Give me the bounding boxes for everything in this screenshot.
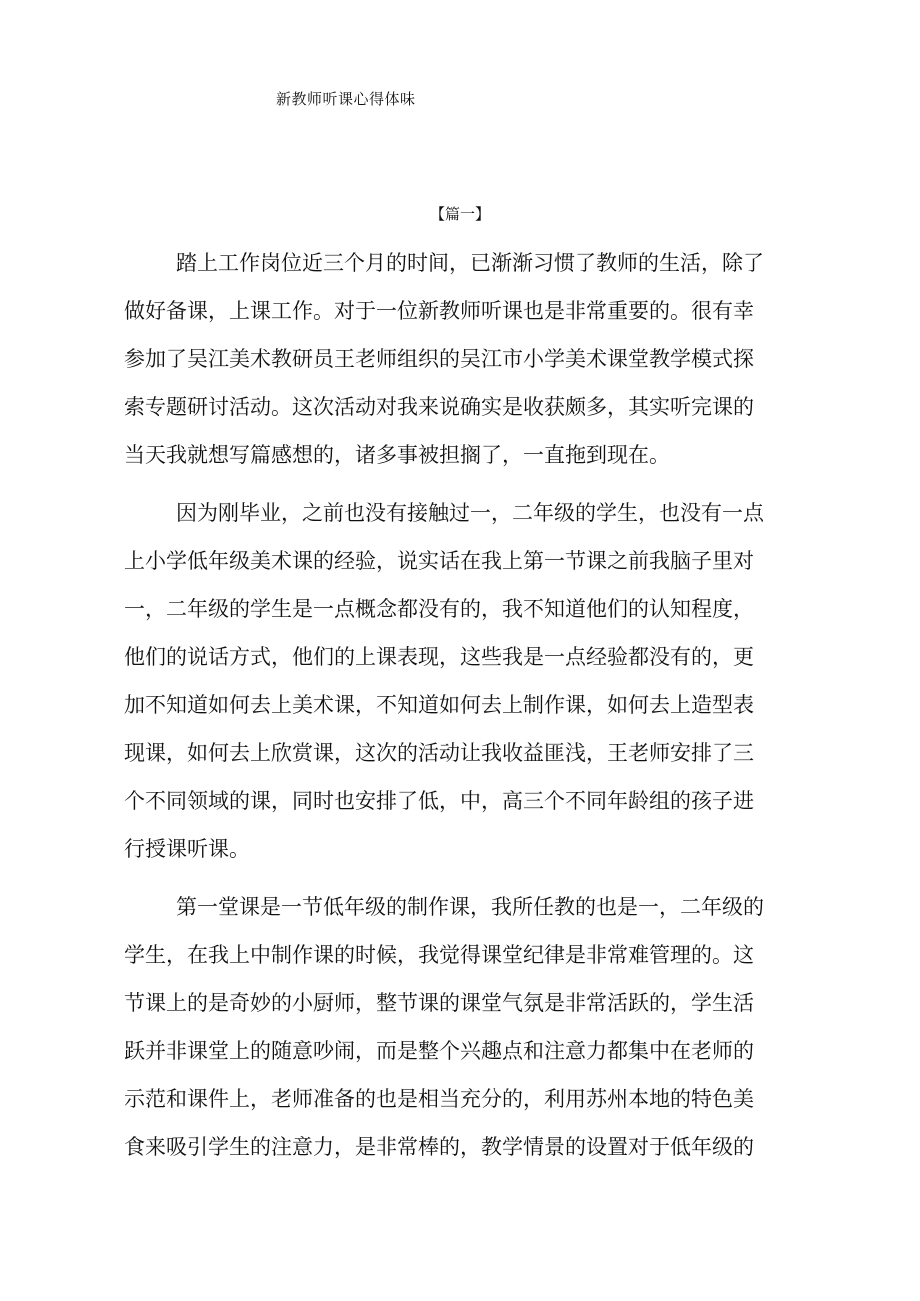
document-body [124, 239, 794, 1171]
section-label: 【篇一】 [429, 205, 490, 223]
paragraph-line: 食来吸引学生的注意力，是非常棒的，教学情景的设置对于低年级的 [124, 1135, 754, 1159]
paragraph-line: 示范和课件上，老师准备的也是相当充分的，利用苏州本地的特色美 [124, 1087, 754, 1111]
paragraph-line: 当天我就想写篇感想的，诸多事被担搁了，一直拖到现在。 [124, 443, 670, 467]
paragraph-line: 个不同领域的课，同时也安排了低，中，高三个不同年龄组的孩子进 [124, 789, 754, 813]
document-title: 新教师听课心得体味 [276, 90, 416, 108]
paragraph-line: 做好备课，上课工作。对于一位新教师听课也是非常重要的。很有幸 [124, 299, 754, 323]
paragraph-line: 上小学低年级美术课的经验，说实话在我上第一节课之前我脑子里对 [124, 549, 754, 573]
paragraph-line: 学生，在我上中制作课的时候，我觉得课堂纪律是非常难管理的。这 [124, 943, 754, 967]
paragraph-line: 节课上的是奇妙的小厨师，整节课的课堂气氛是非常活跃的，学生活 [124, 991, 754, 1015]
paragraph-line: 踏上工作岗位近三个月的时间，已渐渐习惯了教师的生活，除了 [176, 251, 764, 275]
paragraph-line: 第一堂课是一节低年级的制作课，我所任教的也是一，二年级的 [176, 895, 764, 919]
paragraph-line: 加不知道如何去上美术课，不知道如何去上制作课，如何去上造型表 [124, 693, 754, 717]
paragraph-line: 现课，如何去上欣赏课，这次的活动让我收益匪浅，王老师安排了三 [124, 741, 754, 765]
paragraph-line: 参加了吴江美术教研员王老师组织的吴江市小学美术课堂教学模式探 [124, 347, 754, 371]
paragraph-line: 索专题研讨活动。这次活动对我来说确实是收获颇多，其实听完课的 [124, 395, 754, 419]
paragraph-line: 一，二年级的学生是一点概念都没有的，我不知道他们的认知程度， [124, 597, 754, 621]
paragraph-1 [124, 239, 794, 479]
paragraph-2 [124, 489, 794, 873]
paragraph-line: 他们的说话方式，他们的上课表现，这些我是一点经验都没有的，更 [124, 645, 754, 669]
paragraph-3 [124, 883, 794, 1171]
paragraph-line: 行授课听课。 [124, 837, 250, 861]
paragraph-line: 跃并非课堂上的随意吵闹，而是整个兴趣点和注意力都集中在老师的 [124, 1039, 754, 1063]
paragraph-line: 因为刚毕业，之前也没有接触过一，二年级的学生，也没有一点 [176, 501, 764, 525]
